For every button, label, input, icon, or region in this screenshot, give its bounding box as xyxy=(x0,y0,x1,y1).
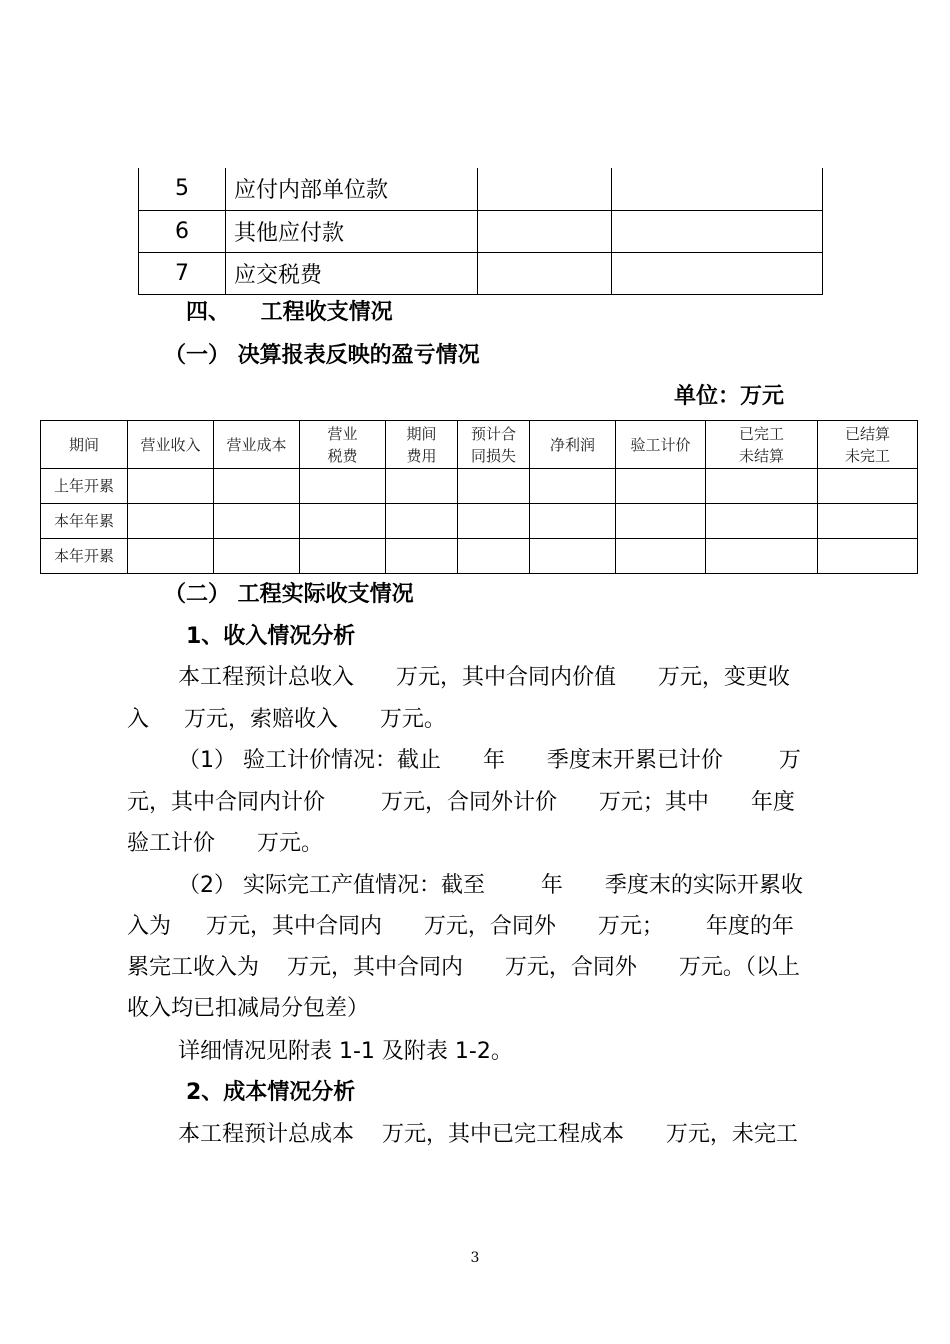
column-header: 营业成本 xyxy=(214,421,300,469)
paragraph-line: （1） 验工计价情况：截止 年 季度末开累已计价 万 xyxy=(178,748,801,773)
subsection-heading: （二） 工程实际收支情况 xyxy=(164,582,414,607)
profit-loss-table xyxy=(40,420,918,574)
paragraph-line: 累完工收入为 万元，其中合同内 万元，合同外 万元。（以上 xyxy=(127,955,800,980)
column-header: 已结算 未完工 xyxy=(818,421,918,469)
period-label: 本年年累 xyxy=(41,504,128,539)
column-header: 已完工 未结算 xyxy=(706,421,818,469)
column-header: 营业收入 xyxy=(128,421,214,469)
table-row xyxy=(41,539,918,574)
table-row xyxy=(139,210,823,252)
column-header: 验工计价 xyxy=(616,421,706,469)
row-label: 应交税费 xyxy=(226,252,478,294)
column-header: 净利润 xyxy=(530,421,616,469)
paragraph-line: 验工计价 万元。 xyxy=(127,831,323,856)
value-cell xyxy=(478,210,612,252)
table-row xyxy=(139,168,823,210)
page-number: 3 xyxy=(470,1250,480,1266)
paragraph-line: 本工程预计总收入 万元，其中合同内价值 万元，变更收 xyxy=(178,665,790,690)
value-cell xyxy=(612,168,823,210)
payables-table xyxy=(138,168,823,295)
paragraph-line: 收入均已扣减局分包差） xyxy=(127,996,370,1021)
period-label: 本年开累 xyxy=(41,539,128,574)
column-header: 期间 xyxy=(41,421,128,469)
table-row xyxy=(41,469,918,504)
income-heading: 1、收入情况分析 xyxy=(186,624,356,649)
value-cell xyxy=(612,210,823,252)
section-heading: 四、 工程收支情况 xyxy=(186,300,393,325)
column-header: 营业 税费 xyxy=(300,421,386,469)
table-header-row xyxy=(41,421,918,469)
row-number: 6 xyxy=(139,210,226,252)
paragraph-line: 详细情况见附表 1-1 及附表 1-2。 xyxy=(178,1039,513,1064)
table-row xyxy=(139,252,823,294)
paragraph-line: 入为 万元，其中合同内 万元，合同外 万元； 年度的年 xyxy=(127,914,794,939)
row-label: 其他应付款 xyxy=(226,210,478,252)
subsection-heading: （一） 决算报表反映的盈亏情况 xyxy=(164,343,480,368)
paragraph-line: 元，其中合同内计价 万元，合同外计价 万元；其中 年度 xyxy=(127,790,795,815)
row-number: 5 xyxy=(139,168,226,210)
paragraph-line: （2） 实际完工产值情况：截至 年 季度末的实际开累收 xyxy=(178,873,803,898)
value-cell xyxy=(478,168,612,210)
cost-heading: 2、成本情况分析 xyxy=(186,1080,356,1105)
value-cell xyxy=(478,252,612,294)
table-row xyxy=(41,504,918,539)
paragraph-line: 本工程预计总成本 万元，其中已完工程成本 万元，未完工 xyxy=(178,1122,798,1147)
column-header: 期间 费用 xyxy=(386,421,458,469)
unit-label: 单位：万元 xyxy=(674,384,785,409)
row-label: 应付内部单位款 xyxy=(226,168,478,210)
period-label: 上年开累 xyxy=(41,469,128,504)
value-cell xyxy=(612,252,823,294)
row-number: 7 xyxy=(139,252,226,294)
paragraph-line: 入 万元，索赔收入 万元。 xyxy=(127,707,446,732)
column-header: 预计合 同损失 xyxy=(458,421,530,469)
